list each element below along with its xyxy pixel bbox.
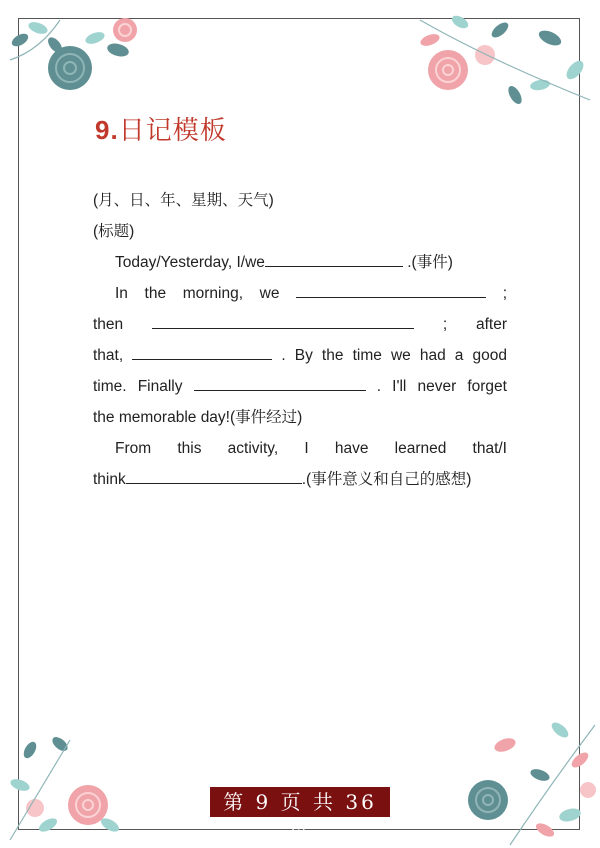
think-text: think	[93, 471, 126, 488]
floral-decoration-top-right	[400, 0, 600, 120]
then-text: then	[93, 316, 124, 333]
after-text: ; after	[442, 316, 507, 333]
template-line-finally	[93, 371, 507, 402]
template-line-title: (标题)	[93, 223, 135, 240]
floral-decoration-bottom-left	[0, 730, 150, 848]
finally-text: time. Finally	[93, 378, 183, 395]
that-text: that,	[93, 347, 124, 364]
intro-event-note: .(事件)	[407, 254, 453, 271]
page-indicator: 第 9 页 共 36 页	[210, 787, 390, 817]
reflection-note: .(事件意义和自己的感想)	[301, 471, 472, 488]
floral-decoration-bottom-right	[450, 705, 600, 848]
section-title	[95, 110, 227, 147]
template-line-morning	[93, 278, 507, 309]
diary-template-body	[93, 185, 507, 495]
fill-blank	[194, 376, 366, 391]
template-line-think	[93, 464, 507, 495]
template-line-that	[93, 340, 507, 371]
morning-end: ;	[502, 285, 508, 302]
section-number: 9.	[95, 115, 119, 145]
intro-text: Today/Yesterday, I/we	[115, 254, 265, 271]
floral-decoration-top-left	[0, 0, 160, 100]
fill-blank	[126, 469, 302, 484]
template-line-then	[93, 309, 507, 340]
template-line-memorable: the memorable day!(事件经过)	[93, 409, 303, 426]
morning-text: In the morning, we	[115, 285, 280, 302]
template-line-activity: From this activity, I have learned that/I	[115, 440, 507, 457]
section-title-text: 日记模板	[118, 115, 227, 145]
by-the-time-text: . By the time we had a good	[281, 347, 507, 364]
fill-blank	[265, 252, 403, 267]
template-line-intro	[93, 247, 507, 278]
fill-blank	[296, 283, 486, 298]
template-line-date: (月、日、年、星期、天气)	[93, 192, 274, 209]
fill-blank	[152, 314, 414, 329]
fill-blank	[132, 345, 272, 360]
never-forget-text: . I'll never forget	[376, 378, 507, 395]
